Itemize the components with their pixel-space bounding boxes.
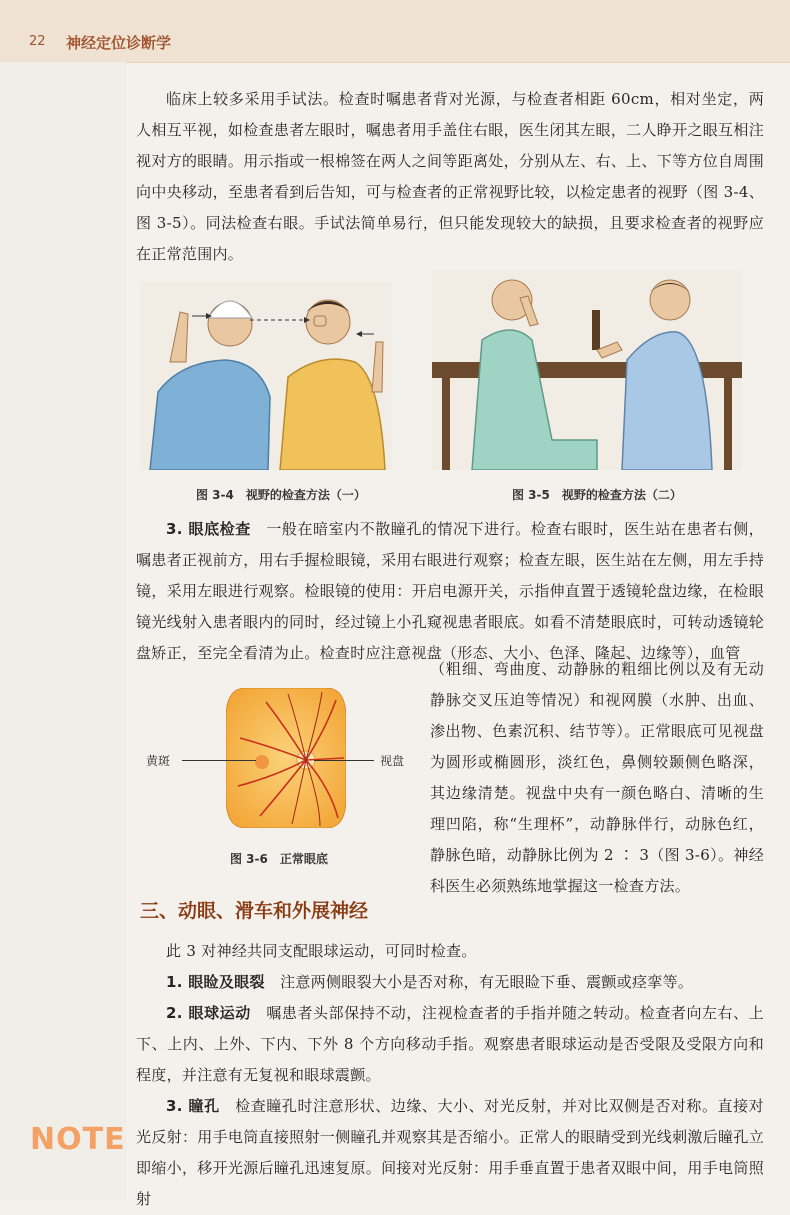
paragraph-visual-field [136,84,764,270]
paragraph-text [136,514,764,669]
paragraph-fundus-side [430,654,764,902]
item-text: 检查瞳孔时注意形状、边缘、大小、对光反射，并对比双侧是否对称。直接对光反射：用手电筒直接照射一侧瞳孔并观察其是否缩小。正常人的眼睛受到光线刺激后瞳孔立即缩小，移开光源后瞳孔迅速复原。间接对光反射：用手垂直置于患者双眼中间，用手电筒照射 [136,1097,764,1208]
figure-3-4-illustration [140,282,392,470]
item-pupil [136,1091,764,1215]
item-eyelid [136,967,764,998]
fundus-heading: 3. 眼底检查 [166,520,251,538]
paragraph-text: 临床上较多采用手试法。检查时嘱患者背对光源，与检查者相距 60cm，相对坐定，两人相互平视，如检查患者左眼时，嘱患者用手盖住右眼，医生闭其左眼，二人睁开之眼互相注视对方的眼睛。用示指或一根棉签在两人之间等距离处，分别从左、右、上、下等方位自周围向中央移动，至患者看到后告知，可与检查者的正常视野比较，以检定患者的视野（图 3-4、图 3-5）。同法检查右眼。手试法简单易行，但只能发现较大的缺损，且要求检查者的视野应在正常范围内。 [136,90,764,263]
item-heading: 1. 眼睑及眼裂 [166,973,265,991]
book-title: 神经定位诊断学 [66,34,172,52]
optic-disc-label: 视盘 [380,754,405,768]
disc-pointer-line [314,760,374,761]
figure-3-5-caption: 图 3-5 视野的检查方法（二） [512,488,682,502]
figure-3-6-fundus [226,688,346,828]
section-body [136,936,764,1215]
item-text: 注意两侧眼裂大小是否对称，有无眼睑下垂、震颤或痉挛等。 [280,973,694,991]
fundus-text: 一般在暗室内不散瞳孔的情况下进行。检查右眼时，医生站在患者右侧，嘱患者正视前方，用右手握检眼镜，采用右眼进行观察；检查左眼，医生站在左侧，用左手持镜，采用左眼进行观察。检眼镜的使用：开启电源开关，示指伸直置于透镜轮盘边缘，在检眼镜光线射入患者眼内的同时，经过镜上小孔窥视患者眼底。如看不清楚眼底时，可转动透镜轮盘矫正，至完全看清为止。检查时应注意视盘（形态、大小、色泽、隆起、边缘等），血管 [136,520,764,662]
item-text: 嘱患者头部保持不动，注视检查者的手指并随之转动。检查者向左右、上下、上内、上外、下内、下外 8 个方向移动手指。观察患者眼球运动是否受限及受限方向和程度，并注意有无复视和眼球震颤。 [136,1004,764,1084]
section-heading: 三、动眼、滑车和外展神经 [140,900,369,922]
figure-3-6-caption: 图 3-6 正常眼底 [230,852,328,866]
paragraph-fundus [136,514,764,669]
item-heading: 2. 眼球运动 [166,1004,251,1022]
page-number: 22 [29,34,46,49]
macula-pointer-line [182,760,256,761]
macula-label: 黄斑 [146,754,171,768]
figure-3-4-caption: 图 3-4 视野的检查方法（一） [196,488,366,502]
item-heading: 3. 瞳孔 [166,1097,220,1115]
figure-3-5-illustration [432,270,742,470]
note-label: NOTE [30,1122,126,1157]
paragraph-text: （粗细、弯曲度、动静脉的粗细比例以及有无动静脉交叉压迫等情况）和视网膜（水肿、出血、渗出物、色素沉积、结节等）。正常眼底可见视盘为圆形或椭圆形，淡红色，鼻侧较颞侧色略深，其边缘清楚。视盘中央有一颜色略白、清晰的生理凹陷，称“生理杯”，动静脉伴行，动脉色红，静脉色暗，动静脉比例为 2 ∶ 3（图 3-6）。神经科医生必须熟练地掌握这一检查方法。 [430,660,764,895]
item-eye-movement [136,998,764,1091]
left-margin-bar [0,62,126,1200]
section-intro: 此 3 对神经共同支配眼球运动，可同时检查。 [166,942,477,960]
page-header [0,0,790,63]
